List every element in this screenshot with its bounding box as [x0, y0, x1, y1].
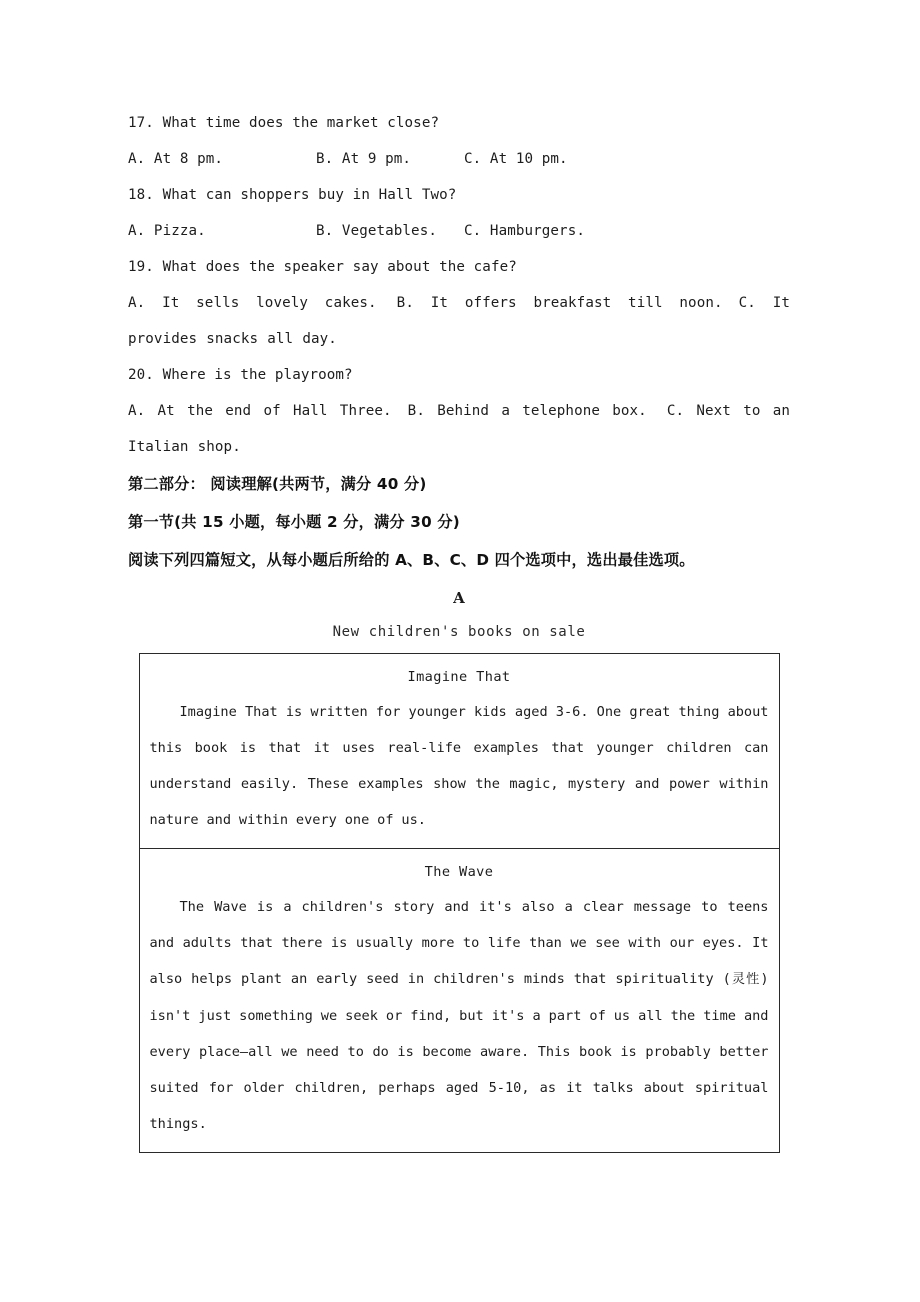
question-block-20	[128, 357, 790, 465]
chinese-gloss-spirituality: 灵性	[730, 972, 761, 987]
question-block-19	[128, 249, 790, 357]
question-stem-19: 19. What does the speaker say about the cafe?	[128, 259, 517, 275]
book-title-the-wave: The Wave	[424, 864, 494, 880]
option-row-19	[128, 285, 790, 357]
option-20-a[interactable]: A. At the end of Hall Three.	[128, 403, 392, 419]
book-cell-the-wave	[139, 849, 779, 1153]
option-17-a[interactable]: A. At 8 pm.	[128, 151, 224, 167]
option-18-c[interactable]: C. Hamburgers.	[464, 223, 585, 239]
book-body-the-wave-part2: ) isn't just something we seek or find, but it's a part of us all the time and every place—all we need to do is become aware. This book is probably better suited for older children, perhaps aged 5-10, as it talks about spiritual things.	[149, 971, 769, 1132]
table-row	[139, 654, 779, 849]
passage-letter-a: A	[453, 589, 465, 607]
option-17-c[interactable]: C. At 10 pm.	[464, 151, 568, 167]
part-two-heading: 第二部分： 阅读理解(共两节，满分 40 分)	[128, 475, 427, 493]
option-18-a[interactable]: A. Pizza.	[128, 223, 206, 239]
book-title-imagine-that: Imagine That	[407, 669, 511, 685]
book-cell-imagine-that	[139, 654, 779, 849]
book-body-the-wave-part1: The Wave is a children's story and it's also a clear message to teens and adults that there is usually more to life than we see with our eyes. It also helps plant an early seed in children's minds that spirituality (	[149, 899, 769, 987]
passage-subtitle: New children's books on sale	[332, 624, 586, 640]
option-20-b[interactable]: B. Behind a telephone box.	[407, 403, 647, 419]
table-row	[139, 849, 779, 1153]
option-19-a[interactable]: A. It sells lovely cakes.	[128, 295, 377, 311]
book-body-the-wave	[150, 889, 769, 1142]
question-block-18	[128, 177, 790, 249]
section-one-heading: 第一节(共 15 小题，每小题 2 分，满分 30 分)	[128, 513, 460, 531]
option-row-18	[128, 213, 790, 249]
option-row-17	[128, 141, 790, 177]
option-20-c[interactable]: C. Next to an Italian shop.	[128, 403, 791, 455]
option-19-c[interactable]: C. It provides snacks all day.	[128, 295, 790, 347]
question-stem-18: 18. What can shoppers buy in Hall Two?	[128, 187, 457, 203]
question-stem-17: 17. What time does the market close?	[128, 115, 440, 131]
book-body-imagine-that: Imagine That is written for younger kids aged 3-6. One great thing about this book is that it uses real-life examples that younger children can understand easily. These examples show the magic, mystery and power within nature and within every one of us.	[149, 704, 769, 828]
book-list-table	[139, 653, 780, 1153]
question-block-17	[128, 105, 790, 177]
reading-instruction: 阅读下列四篇短文，从每小题后所给的 A、B、C、D 四个选项中，选出最佳选项。	[128, 551, 695, 569]
option-row-20	[128, 393, 790, 465]
option-17-b[interactable]: B. At 9 pm.	[316, 151, 412, 167]
option-19-b[interactable]: B. It offers breakfast till noon.	[396, 295, 723, 311]
question-stem-20: 20. Where is the playroom?	[128, 367, 353, 383]
option-18-b[interactable]: B. Vegetables.	[316, 223, 437, 239]
